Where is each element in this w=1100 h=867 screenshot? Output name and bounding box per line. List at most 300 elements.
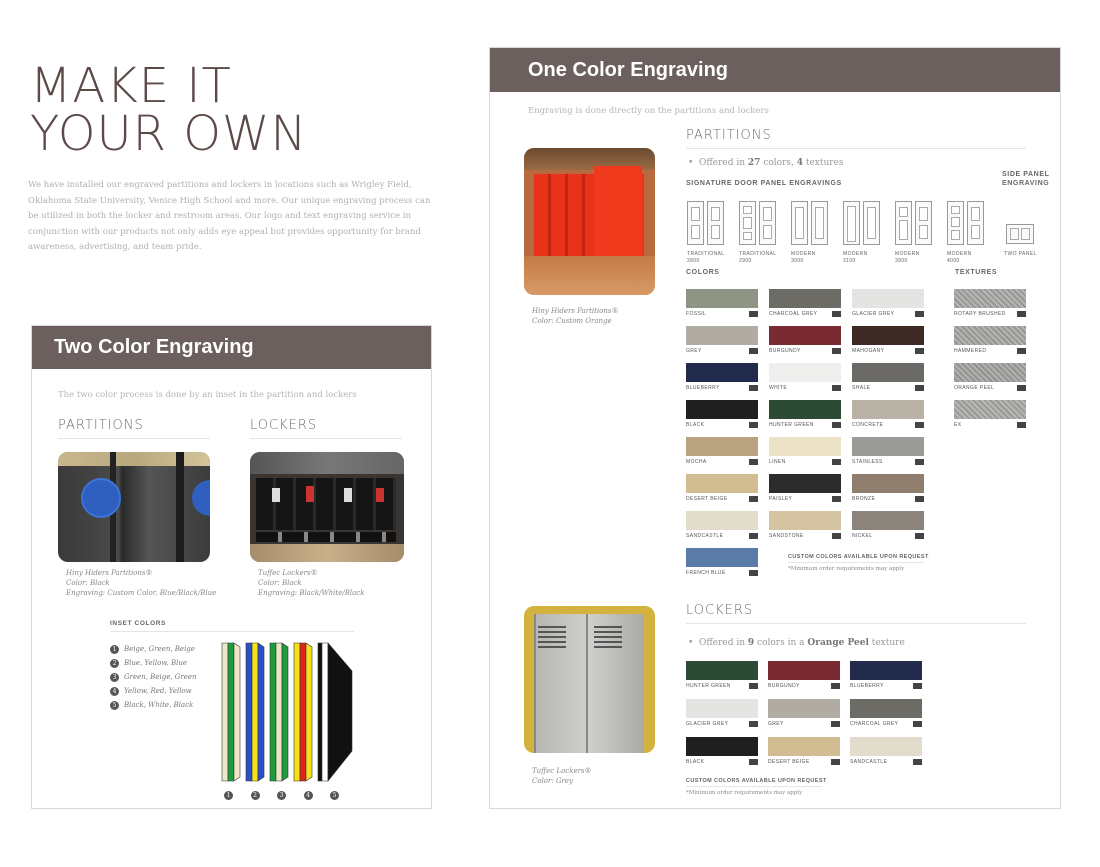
inset-strip-1 bbox=[222, 643, 240, 781]
swatch-chip bbox=[686, 699, 758, 718]
door-panel-icon bbox=[947, 201, 964, 245]
door-style-name: TRADITIONAL bbox=[739, 251, 777, 257]
swatch-label-row bbox=[768, 683, 840, 689]
one-color-subtitle: Engraving is done directly on the partitions and lockers bbox=[528, 106, 769, 116]
two-color-partitions-heading: PARTITIONS bbox=[58, 418, 144, 433]
inset-description: Beige, Green, Beige bbox=[124, 645, 195, 653]
one-color-partition-caption bbox=[532, 306, 619, 326]
finish-code-icon bbox=[749, 311, 758, 317]
finish-code-icon bbox=[915, 422, 924, 428]
swatch-chip bbox=[686, 661, 758, 680]
swatch-label: GREY bbox=[686, 348, 702, 354]
swatch-chip bbox=[954, 326, 1026, 345]
swatch-label: SANDCASTLE bbox=[686, 533, 724, 539]
list-item bbox=[110, 642, 197, 656]
finish-code-icon bbox=[749, 721, 758, 727]
list-item bbox=[110, 656, 197, 670]
swatch-label: NICKEL bbox=[852, 533, 873, 539]
color-swatch bbox=[852, 474, 924, 502]
hero-line-2: YOUR OWN bbox=[30, 106, 308, 162]
color-swatch bbox=[686, 511, 758, 539]
swatch-label-row bbox=[686, 759, 758, 765]
lockers-offer bbox=[688, 638, 905, 648]
swatch-label: STAINLESS bbox=[852, 459, 883, 465]
swatch-chip bbox=[768, 661, 840, 680]
swatch-chip bbox=[852, 289, 924, 308]
signature-door-heading: SIGNATURE DOOR PANEL ENGRAVINGS bbox=[686, 180, 842, 187]
finish-code-icon bbox=[913, 721, 922, 727]
bullet-icon: • bbox=[688, 638, 700, 648]
finish-code-icon bbox=[915, 459, 924, 465]
inset-number: 1 bbox=[110, 645, 119, 654]
color-swatch bbox=[769, 289, 841, 317]
swatch-chip bbox=[769, 474, 841, 493]
door-panel-icon bbox=[759, 201, 776, 245]
swatch-label: BURGUNDY bbox=[768, 683, 800, 689]
color-swatch bbox=[686, 289, 758, 317]
intro-paragraph: We have installed our engraved partitions and lockers in locations such as Wrigley Field, Oklahoma State University, Venice High School and more. Our unique engraving process can be utilized in both the locker and restroom areas. Our logo and text engraving service in conjunction with our products not only adds eye appeal but provides opportunity for brand awareness, advertising, and team pride. bbox=[28, 180, 431, 252]
one-color-partition-photo bbox=[524, 148, 655, 295]
divider bbox=[686, 623, 1026, 624]
door-panel-icon bbox=[687, 201, 704, 245]
swatch-label-row bbox=[954, 422, 1026, 428]
finish-code-icon bbox=[832, 533, 841, 539]
offer-text: texture bbox=[868, 638, 905, 648]
swatch-label-row bbox=[954, 311, 1026, 317]
swatch-chip bbox=[686, 511, 758, 530]
inset-number: 2 bbox=[110, 659, 119, 668]
swatch-chip bbox=[852, 474, 924, 493]
inset-colors-list bbox=[110, 642, 197, 712]
swatch-chip bbox=[954, 289, 1026, 308]
swatch-label-row bbox=[686, 496, 758, 502]
color-swatch bbox=[852, 437, 924, 465]
locker-colors-grid bbox=[686, 661, 936, 781]
swatch-chip bbox=[769, 289, 841, 308]
swatch-label-row bbox=[954, 385, 1026, 391]
swatch-label-row bbox=[686, 459, 758, 465]
finish-code-icon bbox=[831, 683, 840, 689]
finish-code-icon bbox=[832, 385, 841, 391]
finish-code-icon bbox=[749, 570, 758, 576]
inset-number: 2 bbox=[251, 791, 260, 800]
side-panel-line: SIDE PANEL bbox=[1002, 171, 1050, 178]
color-swatch bbox=[954, 363, 1026, 391]
swatch-label-row bbox=[686, 721, 758, 727]
swatch-chip bbox=[852, 326, 924, 345]
door-panel-icon bbox=[967, 201, 984, 245]
swatch-label-row bbox=[852, 311, 924, 317]
door-style-code: 4000 bbox=[947, 258, 960, 264]
swatch-chip bbox=[686, 400, 758, 419]
door-style-name: MODERN bbox=[947, 251, 972, 257]
swatch-label-row bbox=[852, 459, 924, 465]
door-style-code: 2900 bbox=[739, 258, 752, 264]
swatch-label: SHALE bbox=[852, 385, 871, 391]
offer-text: colors in a bbox=[754, 638, 808, 648]
finish-code-icon bbox=[831, 759, 840, 765]
door-panel-icon bbox=[895, 201, 912, 245]
color-swatch bbox=[852, 511, 924, 539]
colors-heading: COLORS bbox=[686, 269, 720, 276]
color-swatch bbox=[852, 326, 924, 354]
color-swatch bbox=[686, 363, 758, 391]
finish-code-icon bbox=[832, 496, 841, 502]
divider bbox=[788, 562, 924, 563]
finish-code-icon bbox=[915, 385, 924, 391]
swatch-label-row bbox=[686, 533, 758, 539]
swatch-label-row bbox=[768, 721, 840, 727]
finish-code-icon bbox=[749, 683, 758, 689]
finish-code-icon bbox=[749, 496, 758, 502]
color-swatch bbox=[954, 326, 1026, 354]
engraved-logo bbox=[81, 478, 121, 518]
swatch-label-row bbox=[768, 759, 840, 765]
swatch-label: BLACK bbox=[686, 759, 705, 765]
swatch-label: HUNTER GREEN bbox=[769, 422, 814, 428]
inset-description: Black, White, Black bbox=[124, 701, 194, 709]
two-color-title: Two Color Engraving bbox=[32, 326, 431, 369]
two-color-lockers-heading: LOCKERS bbox=[250, 418, 318, 433]
swatch-label-row bbox=[769, 422, 841, 428]
swatch-label: ORANGE PEEL bbox=[954, 385, 995, 391]
door-style-label bbox=[843, 251, 868, 265]
swatch-chip bbox=[686, 363, 758, 382]
caption-line: Engraving: Black/White/Black bbox=[258, 589, 365, 597]
offer-count: 9 bbox=[747, 638, 755, 648]
door-style-name: MODERN bbox=[843, 251, 868, 257]
inset-number: 4 bbox=[304, 791, 313, 800]
color-swatch bbox=[768, 737, 840, 765]
caption-line: Tuffec Lockers® bbox=[532, 767, 592, 775]
divider bbox=[58, 438, 210, 439]
swatch-label: DESERT BEIGE bbox=[768, 759, 810, 765]
finish-code-icon bbox=[749, 533, 758, 539]
finish-code-icon bbox=[1017, 348, 1026, 354]
offer-texture: Orange Peel bbox=[807, 638, 869, 648]
color-swatch bbox=[686, 437, 758, 465]
hero-title bbox=[30, 58, 308, 162]
side-panel-line: ENGRAVING bbox=[1002, 180, 1050, 187]
caption-line: Tuffec Lockers® bbox=[258, 569, 318, 577]
swatch-label: BLUEBERRY bbox=[850, 683, 884, 689]
one-color-locker-caption bbox=[532, 766, 592, 786]
color-swatch bbox=[769, 400, 841, 428]
offer-text: textures bbox=[802, 158, 844, 168]
door-style-code: 3900 bbox=[895, 258, 908, 264]
color-swatch bbox=[769, 474, 841, 502]
color-swatch bbox=[769, 363, 841, 391]
divider bbox=[686, 148, 1026, 149]
two-color-subtitle: The two color process is done by an inset in the partition and lockers bbox=[58, 390, 357, 400]
inset-strip-2 bbox=[246, 643, 264, 781]
finish-code-icon bbox=[749, 422, 758, 428]
caption-line: Hiny Hiders Partitions® bbox=[66, 569, 153, 577]
finish-code-icon bbox=[749, 459, 758, 465]
door-panel-icon bbox=[791, 201, 808, 245]
bullet-icon: • bbox=[688, 158, 700, 168]
swatch-label-row bbox=[850, 683, 922, 689]
finish-code-icon bbox=[1017, 311, 1026, 317]
swatch-label-row bbox=[852, 385, 924, 391]
offer-text: Offered in bbox=[699, 638, 748, 648]
swatch-chip bbox=[769, 511, 841, 530]
swatch-chip bbox=[686, 474, 758, 493]
swatch-chip bbox=[686, 437, 758, 456]
swatch-chip bbox=[852, 437, 924, 456]
swatch-label-row bbox=[769, 311, 841, 317]
inset-strip-5 bbox=[318, 643, 352, 781]
offer-text: colors, bbox=[760, 158, 797, 168]
swatch-chip bbox=[686, 326, 758, 345]
color-swatch bbox=[686, 699, 758, 727]
one-color-partitions-heading: PARTITIONS bbox=[686, 128, 772, 143]
swatch-chip bbox=[769, 437, 841, 456]
swatch-label-row bbox=[852, 422, 924, 428]
door-style-label bbox=[947, 251, 972, 265]
door-panel-icon bbox=[863, 201, 880, 245]
one-color-panel bbox=[489, 47, 1061, 809]
finish-code-icon bbox=[749, 385, 758, 391]
color-swatch bbox=[954, 289, 1026, 317]
caption-line: Engraving: Custom Color, Blue/Black/Blue bbox=[66, 589, 217, 597]
swatch-label: CHARCOAL GREY bbox=[769, 311, 818, 317]
caption-line: Color: Grey bbox=[532, 777, 573, 785]
inset-number: 4 bbox=[110, 687, 119, 696]
color-swatch bbox=[850, 699, 922, 727]
swatch-label-row bbox=[850, 721, 922, 727]
finish-code-icon bbox=[915, 311, 924, 317]
swatch-label: ROTARY BRUSHED bbox=[954, 311, 1006, 317]
swatch-label-row bbox=[686, 422, 758, 428]
color-swatch bbox=[686, 661, 758, 689]
swatch-label: MAHOGANY bbox=[852, 348, 885, 354]
inset-description: Yellow, Red, Yellow bbox=[124, 687, 192, 695]
list-item bbox=[110, 684, 197, 698]
finish-code-icon bbox=[832, 311, 841, 317]
swatch-label: GLACIER GREY bbox=[852, 311, 895, 317]
offer-count: 27 bbox=[747, 158, 761, 168]
swatch-chip bbox=[686, 289, 758, 308]
swatch-label-row bbox=[769, 496, 841, 502]
inset-number: 3 bbox=[277, 791, 286, 800]
inset-number: 5 bbox=[110, 701, 119, 710]
partition-colors-grid bbox=[686, 289, 936, 589]
two-color-panel bbox=[31, 325, 432, 809]
minimum-order-note: *Minimum order requirements may apply bbox=[788, 566, 905, 572]
finish-code-icon bbox=[831, 721, 840, 727]
swatch-label-row bbox=[686, 385, 758, 391]
two-color-locker-caption bbox=[258, 568, 364, 598]
swatch-chip bbox=[850, 699, 922, 718]
swatch-label-row bbox=[686, 570, 758, 576]
door-style-code: 2800 bbox=[687, 258, 700, 264]
hero-line-1: MAKE IT bbox=[30, 58, 232, 114]
swatch-chip bbox=[686, 737, 758, 756]
inset-number: 5 bbox=[330, 791, 339, 800]
door-style-label bbox=[791, 251, 816, 265]
two-color-partition-caption bbox=[66, 568, 216, 598]
finish-code-icon bbox=[915, 533, 924, 539]
swatch-chip bbox=[769, 400, 841, 419]
door-panel-icon bbox=[739, 201, 756, 245]
custom-colors-note: CUSTOM COLORS AVAILABLE UPON REQUEST bbox=[788, 554, 929, 560]
swatch-label: EX bbox=[954, 422, 962, 428]
finish-code-icon bbox=[913, 683, 922, 689]
swatch-label-row bbox=[686, 311, 758, 317]
color-swatch bbox=[852, 400, 924, 428]
one-color-title: One Color Engraving bbox=[490, 48, 1060, 92]
swatch-label-row bbox=[850, 759, 922, 765]
swatch-label: CHARCOAL GREY bbox=[850, 721, 899, 727]
swatch-label: DESERT BEIGE bbox=[686, 496, 728, 502]
swatch-label-row bbox=[769, 533, 841, 539]
color-swatch bbox=[686, 548, 758, 576]
swatch-label-row bbox=[852, 496, 924, 502]
swatch-label: BRONZE bbox=[852, 496, 876, 502]
swatch-label-row bbox=[852, 533, 924, 539]
door-style-label bbox=[739, 251, 776, 265]
finish-code-icon bbox=[1017, 422, 1026, 428]
swatch-chip bbox=[852, 363, 924, 382]
swatch-label-row bbox=[769, 348, 841, 354]
two-panel-label: TWO PANEL bbox=[1004, 251, 1037, 257]
color-swatch bbox=[852, 363, 924, 391]
swatch-label: SANDSTONE bbox=[769, 533, 804, 539]
color-swatch bbox=[769, 437, 841, 465]
door-style-label bbox=[895, 251, 920, 265]
swatch-chip bbox=[850, 737, 922, 756]
one-color-lockers-heading: LOCKERS bbox=[686, 603, 754, 618]
swatch-label-row bbox=[769, 385, 841, 391]
locker-custom-colors-note: CUSTOM COLORS AVAILABLE UPON REQUEST bbox=[686, 778, 827, 784]
side-panel-heading bbox=[1002, 170, 1050, 188]
inset-colors-heading: INSET COLORS bbox=[110, 620, 166, 627]
door-panel-icon bbox=[811, 201, 828, 245]
inset-number: 3 bbox=[110, 673, 119, 682]
inset-number-row bbox=[224, 788, 344, 802]
inset-description: Green, Beige, Green bbox=[124, 673, 197, 681]
swatch-label: FRENCH BLUE bbox=[686, 570, 726, 576]
partition-textures-grid bbox=[954, 289, 1034, 439]
swatch-label: LINEN bbox=[769, 459, 786, 465]
door-panel-icon bbox=[707, 201, 724, 245]
color-swatch bbox=[850, 737, 922, 765]
inset-strip-4 bbox=[294, 643, 312, 781]
finish-code-icon bbox=[832, 422, 841, 428]
finish-code-icon bbox=[749, 348, 758, 354]
color-swatch bbox=[686, 474, 758, 502]
door-panel-icon bbox=[915, 201, 932, 245]
swatch-label: CONCRETE bbox=[852, 422, 884, 428]
inset-colors-illustration bbox=[220, 641, 356, 787]
swatch-label: HUNTER GREEN bbox=[686, 683, 731, 689]
finish-code-icon bbox=[913, 759, 922, 765]
swatch-label: HAMMERED bbox=[954, 348, 987, 354]
swatch-label: BLACK bbox=[686, 422, 705, 428]
inset-strip-3 bbox=[270, 643, 288, 781]
offer-count: 4 bbox=[796, 158, 803, 168]
partitions-offer bbox=[688, 158, 844, 168]
color-swatch bbox=[686, 326, 758, 354]
list-item bbox=[110, 698, 197, 712]
swatch-label-row bbox=[954, 348, 1026, 354]
color-swatch bbox=[686, 737, 758, 765]
door-style-name: MODERN bbox=[895, 251, 920, 257]
one-color-locker-photo bbox=[524, 606, 655, 753]
caption-line: Color: Black bbox=[258, 579, 302, 587]
swatch-chip bbox=[850, 661, 922, 680]
swatch-label-row bbox=[686, 683, 758, 689]
swatch-label: GREY bbox=[768, 721, 784, 727]
finish-code-icon bbox=[832, 348, 841, 354]
swatch-label-row bbox=[769, 459, 841, 465]
swatch-chip bbox=[769, 326, 841, 345]
swatch-chip bbox=[954, 363, 1026, 382]
divider bbox=[686, 786, 822, 787]
swatch-chip bbox=[768, 737, 840, 756]
finish-code-icon bbox=[915, 348, 924, 354]
color-swatch bbox=[852, 289, 924, 317]
textures-heading: TEXTURES bbox=[955, 269, 998, 276]
swatch-label: WHITE bbox=[769, 385, 788, 391]
swatch-label: BURGUNDY bbox=[769, 348, 801, 354]
color-swatch bbox=[850, 661, 922, 689]
swatch-label: BLUEBERRY bbox=[686, 385, 720, 391]
swatch-label: SANDCASTLE bbox=[850, 759, 888, 765]
list-item bbox=[110, 670, 197, 684]
offer-text: Offered in bbox=[699, 158, 748, 168]
door-style-code: 3000 bbox=[791, 258, 804, 264]
swatch-chip bbox=[852, 400, 924, 419]
swatch-label: MOCHA bbox=[686, 459, 707, 465]
two-color-partition-photo bbox=[58, 452, 210, 562]
finish-code-icon bbox=[749, 759, 758, 765]
swatch-label: PAISLEY bbox=[769, 496, 793, 502]
swatch-label-row bbox=[852, 348, 924, 354]
color-swatch bbox=[954, 400, 1026, 428]
swatch-chip bbox=[686, 548, 758, 567]
inset-description: Blue, Yellow, Blue bbox=[124, 659, 187, 667]
divider bbox=[110, 631, 354, 632]
two-color-locker-photo bbox=[250, 452, 404, 562]
door-style-code: 3100 bbox=[843, 258, 856, 264]
swatch-label: GLACIER GREY bbox=[686, 721, 729, 727]
caption-line: Color: Black bbox=[66, 579, 110, 587]
swatch-chip bbox=[852, 511, 924, 530]
swatch-chip bbox=[954, 400, 1026, 419]
color-swatch bbox=[769, 511, 841, 539]
side-panel-icon bbox=[1006, 224, 1034, 244]
swatch-chip bbox=[769, 363, 841, 382]
caption-line: Color: Custom Orange bbox=[532, 317, 612, 325]
color-swatch bbox=[768, 699, 840, 727]
caption-line: Hiny Hiders Partitions® bbox=[532, 307, 619, 315]
inset-number: 1 bbox=[224, 791, 233, 800]
door-panel-icon bbox=[843, 201, 860, 245]
color-swatch bbox=[768, 661, 840, 689]
swatch-chip bbox=[768, 699, 840, 718]
door-style-label bbox=[687, 251, 724, 265]
finish-code-icon bbox=[832, 459, 841, 465]
swatch-label: FOSSIL bbox=[686, 311, 707, 317]
door-style-name: TRADITIONAL bbox=[687, 251, 725, 257]
divider bbox=[250, 438, 402, 439]
locker-minimum-order-note: *Minimum order requirements may apply bbox=[686, 790, 803, 796]
color-swatch bbox=[686, 400, 758, 428]
door-style-name: MODERN bbox=[791, 251, 816, 257]
color-swatch bbox=[769, 326, 841, 354]
